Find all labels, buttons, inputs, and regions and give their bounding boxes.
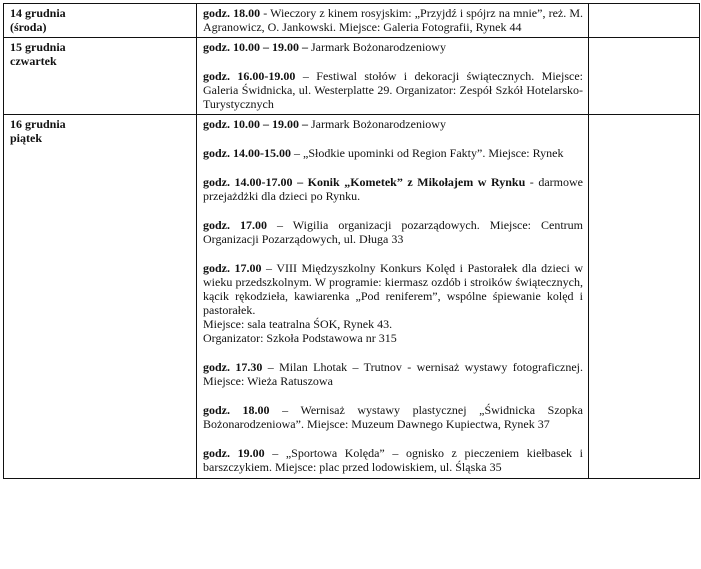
event-time: godz. 19.00 bbox=[203, 446, 265, 460]
event-item bbox=[203, 360, 583, 388]
event-time: godz. 10.00 – 19.00 – bbox=[203, 40, 308, 54]
event-item bbox=[203, 446, 583, 474]
event-time: godz. 17.00 bbox=[203, 218, 268, 232]
event-text: Jarmark Bożonarodzeniowy bbox=[308, 40, 446, 54]
event-item bbox=[203, 6, 583, 34]
event-text: - Wieczory z kinem rosyjskim: „Przyjdź i spójrz na mnie”, reż. M. Agranowicz, O. Jankowski. Miejsce: Galeria Fotografii, Rynek 44 bbox=[203, 6, 583, 34]
event-text: – Wigilia organizacji pozarządowych. Miejsce: Centrum Organizacji Pozarządowych, ul. Długa 33 bbox=[203, 218, 584, 246]
event-time: godz. 18.00 bbox=[203, 403, 270, 417]
event-item bbox=[203, 146, 583, 160]
event-text: - darmowe przejażdżki dla dzieci po Rynku. bbox=[203, 175, 583, 203]
date-label: 15 grudnia bbox=[10, 40, 66, 54]
event-item bbox=[203, 40, 583, 54]
event-text: – Festiwal stołów i dekoracji świątecznych. Miejsce: Galeria Świdnicka, ul. Westerplatte 29. Organizator: Zespół Szkół Hotelarsko-Turystycznych bbox=[203, 69, 583, 111]
table-row bbox=[4, 115, 700, 479]
event-text: – „Słodkie upominki od Region Fakty”. Miejsce: Rynek bbox=[291, 146, 564, 160]
events-cell bbox=[197, 38, 589, 115]
event-text: – Milan Lhotak – Trutnov - wernisaż wystawy fotograficznej. Miejsce: Wieża Ratuszowa bbox=[203, 360, 583, 388]
event-title: – Konik „Kometek” z Mikołajem w Rynku bbox=[292, 175, 526, 189]
event-time: godz. 17.00 bbox=[203, 261, 262, 275]
date-cell bbox=[4, 38, 197, 115]
event-time: godz. 14.00-17.00 bbox=[203, 175, 293, 189]
notes-cell bbox=[589, 115, 700, 479]
notes-cell bbox=[589, 4, 700, 38]
date-cell bbox=[4, 115, 197, 479]
event-item bbox=[203, 403, 583, 431]
notes-cell bbox=[589, 38, 700, 115]
event-time: godz. 10.00 – 19.00 – bbox=[203, 117, 308, 131]
table-row bbox=[4, 38, 700, 115]
event-text: – Wernisaż wystawy plastycznej „Świdnicka Szopka Bożonarodzeniowa”. Miejsce: Muzeum Dawnego Kupiectwa, Rynek 37 bbox=[203, 403, 584, 431]
events-table bbox=[3, 3, 700, 479]
event-item bbox=[203, 117, 583, 131]
date-label: 16 grudnia bbox=[10, 117, 66, 131]
event-time: godz. 18.00 bbox=[203, 6, 261, 20]
event-item bbox=[203, 175, 583, 203]
event-time: godz. 16.00-19.00 bbox=[203, 69, 296, 83]
event-time: godz. 17.30 bbox=[203, 360, 263, 374]
weekday-label: czwartek bbox=[10, 54, 57, 68]
table-row bbox=[4, 4, 700, 38]
events-cell bbox=[197, 115, 589, 479]
date-cell bbox=[4, 4, 197, 38]
event-organizer: Organizator: Szkoła Podstawowa nr 315 bbox=[203, 331, 397, 345]
events-cell bbox=[197, 4, 589, 38]
weekday-label: piątek bbox=[10, 131, 43, 145]
event-item bbox=[203, 218, 583, 246]
event-text: Jarmark Bożonarodzeniowy bbox=[308, 117, 446, 131]
event-venue: Miejsce: sala teatralna ŚOK, Rynek 43. bbox=[203, 317, 393, 331]
event-item bbox=[203, 261, 583, 345]
date-label: 14 grudnia bbox=[10, 6, 66, 20]
event-time: godz. 14.00-15.00 bbox=[203, 146, 291, 160]
event-item bbox=[203, 69, 583, 111]
event-text: – „Sportowa Kolęda” – ognisko z pieczeniem kiełbasek i barszczykiem. Miejsce: plac przed lodowiskiem, ul. Śląska 35 bbox=[203, 446, 583, 474]
event-text: – VIII Międzyszkolny Konkurs Kolęd i Pastorałek dla dzieci w wieku przedszkolnym. W programie: kiermasz ozdób i stroików świątecznych, kącik rękodzieła, kawiarenka „Pod reniferem”, wspólne śpiewanie kolęd i pastorałek. bbox=[203, 261, 584, 317]
weekday-label: (środa) bbox=[10, 20, 47, 34]
